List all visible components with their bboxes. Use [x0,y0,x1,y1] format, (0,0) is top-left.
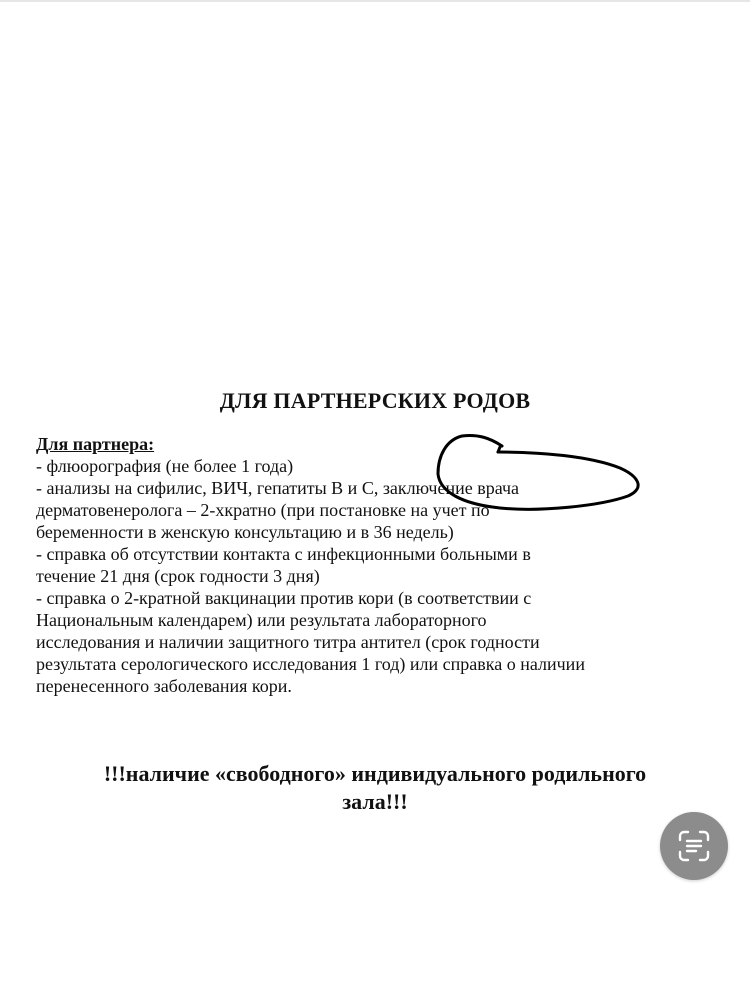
document-body [36,433,726,697]
requirement-line: исследования и наличии защитного титра антител (срок годности [36,632,540,652]
requirement-line: - анализы на сифилис, ВИЧ, гепатиты В и С, заключение врача [36,478,520,498]
requirement-line: течение 21 дня (срок годности 3 дня) [36,566,320,586]
document-title: ДЛЯ ПАРТНЕРСКИХ РОДОВ [219,388,531,413]
requirement-line: - справка об отсутствии контакта с инфекционными больными в [36,544,531,564]
text-scan-icon [676,828,712,864]
requirement-line: перенесенного заболевания кори. [36,676,292,696]
notice-text [0,760,750,816]
requirement-line: - флюорография (не более 1 года) [36,456,294,476]
requirement-line: результата серологического исследования 1 год) или справка о наличии [36,654,585,674]
partner-subheading: Для партнера: [36,434,155,454]
top-edge [0,0,750,2]
text-scan-button[interactable] [660,812,728,880]
requirement-line: - справка о 2-кратной вакцинации против кори (в соответствии с [36,588,532,608]
notice-line-1: !!!наличие «свободного» индивидуального родильного [103,761,647,786]
requirement-line: беременности в женскую консультацию и в 36 недель) [36,522,454,542]
notice-line-2: зала!!! [342,789,408,814]
requirement-line: Национальным календарем) или результата лабораторного [36,610,487,630]
requirement-line: дерматовенеролога – 2-хкратно (при постановке на учет по [36,500,490,520]
